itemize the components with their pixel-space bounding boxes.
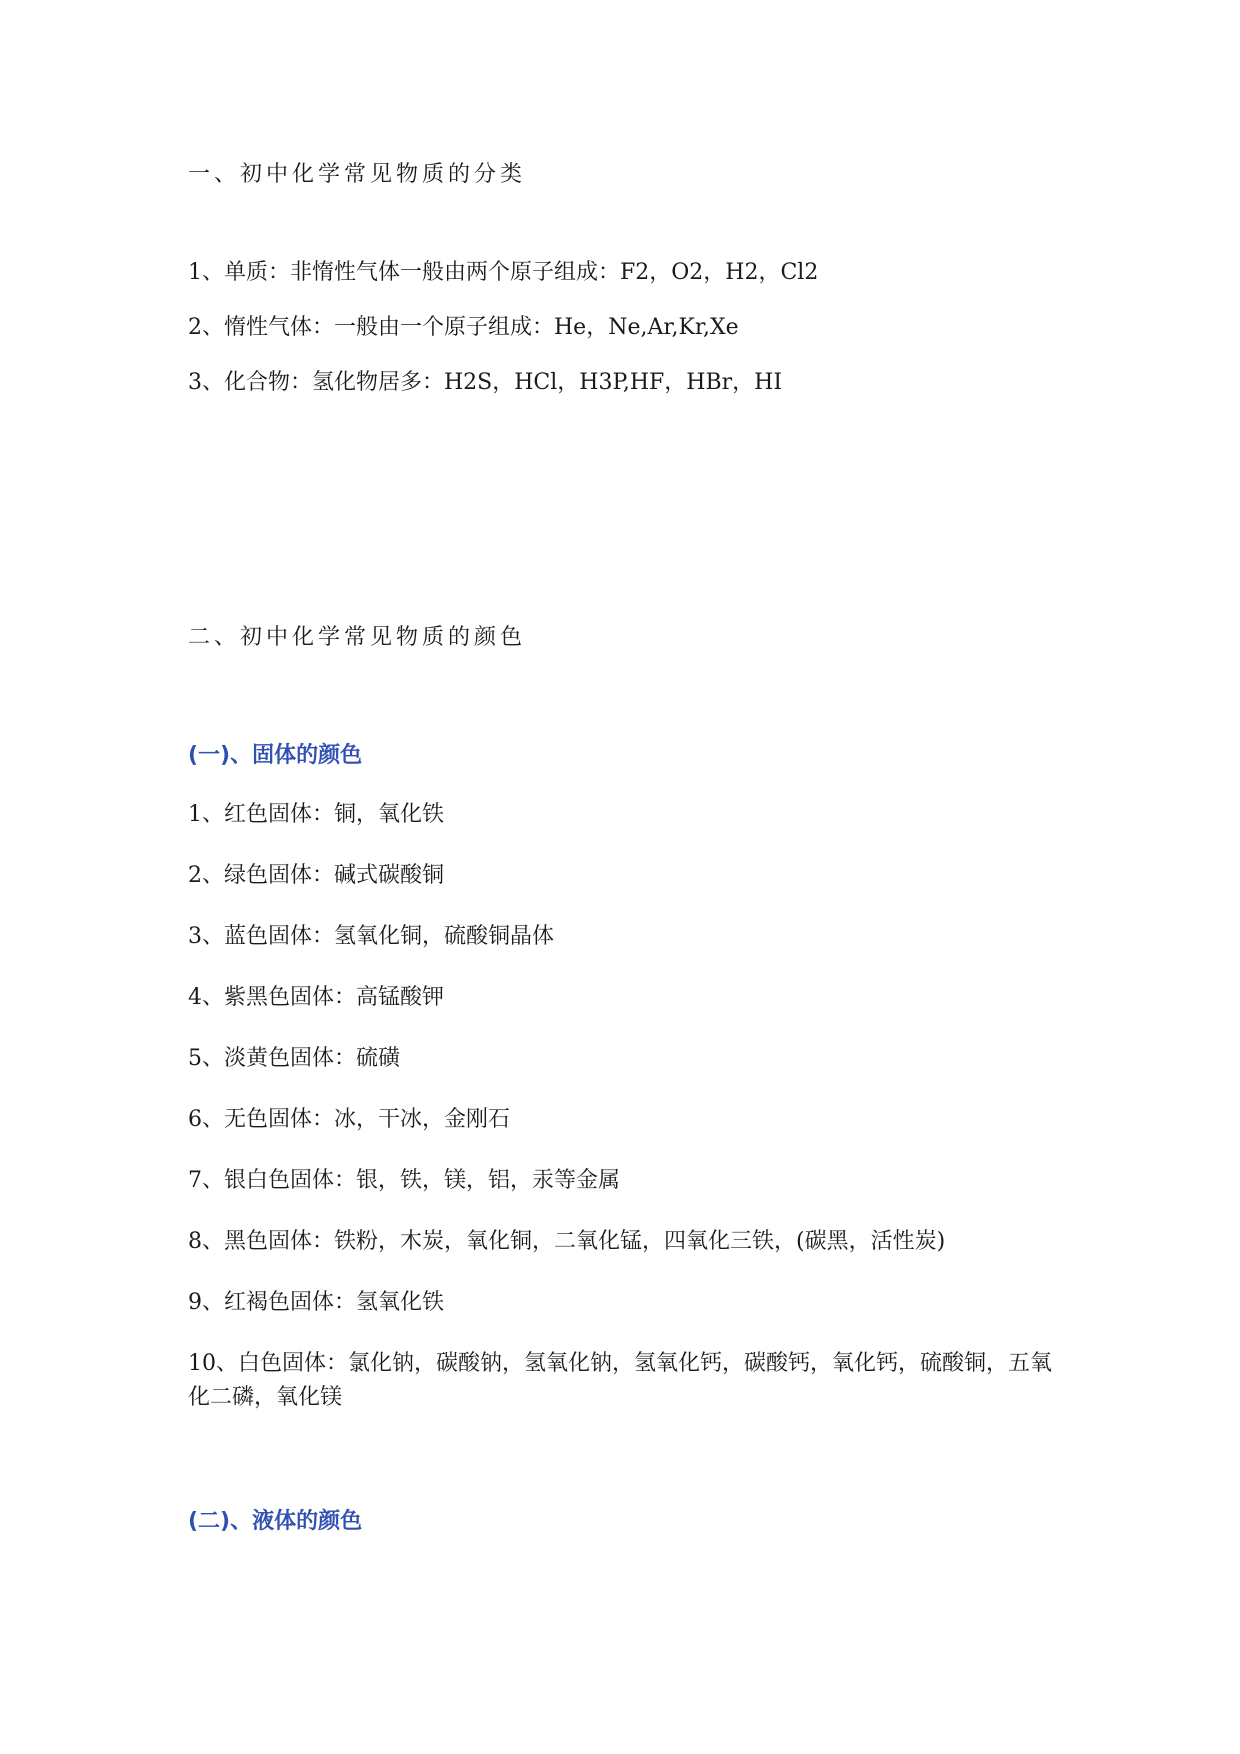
section1-heading: 一、初中化学常见物质的分类 xyxy=(188,162,527,187)
list-item: 1、单质：非惰性气体一般由两个原子组成：F2，O2，H2，Cl2 xyxy=(188,260,819,285)
list-item: 8、黑色固体：铁粉，木炭，氧化铜，二氧化锰，四氧化三铁，(碳黑，活性炭) xyxy=(188,1229,946,1254)
list-item: 9、红褐色固体：氢氧化铁 xyxy=(188,1290,444,1315)
list-item: 3、蓝色固体：氢氧化铜，硫酸铜晶体 xyxy=(188,924,554,949)
list-item: 3、化合物：氢化物居多：H2S，HCl，H3P,HF，HBr，HI xyxy=(188,370,783,395)
list-item: 5、淡黄色固体：硫磺 xyxy=(188,1046,400,1071)
list-item: 6、无色固体：冰，干冰，金刚石 xyxy=(188,1107,510,1132)
list-item: 2、惰性气体：一般由一个原子组成：He，Ne,Ar,Kr,Xe xyxy=(188,315,739,340)
list-item: 4、紫黑色固体：高锰酸钾 xyxy=(188,985,444,1010)
list-item: 2、绿色固体：碱式碳酸铜 xyxy=(188,863,444,888)
section2-heading: 二、初中化学常见物质的颜色 xyxy=(188,625,527,650)
subsection-heading-solid: (一)、固体的颜色 xyxy=(188,743,363,768)
list-item: 1、红色固体：铜，氧化铁 xyxy=(188,802,444,827)
list-item: 7、银白色固体：银，铁，镁，铝，汞等金属 xyxy=(188,1168,620,1193)
subsection-heading-liquid: (二)、液体的颜色 xyxy=(188,1509,363,1534)
list-item: 10、白色固体：氯化钠，碳酸钠，氢氧化钠，氢氧化钙，碳酸钙，氧化钙，硫酸铜，五氧化二磷，氧化镁 xyxy=(188,1351,1052,1410)
